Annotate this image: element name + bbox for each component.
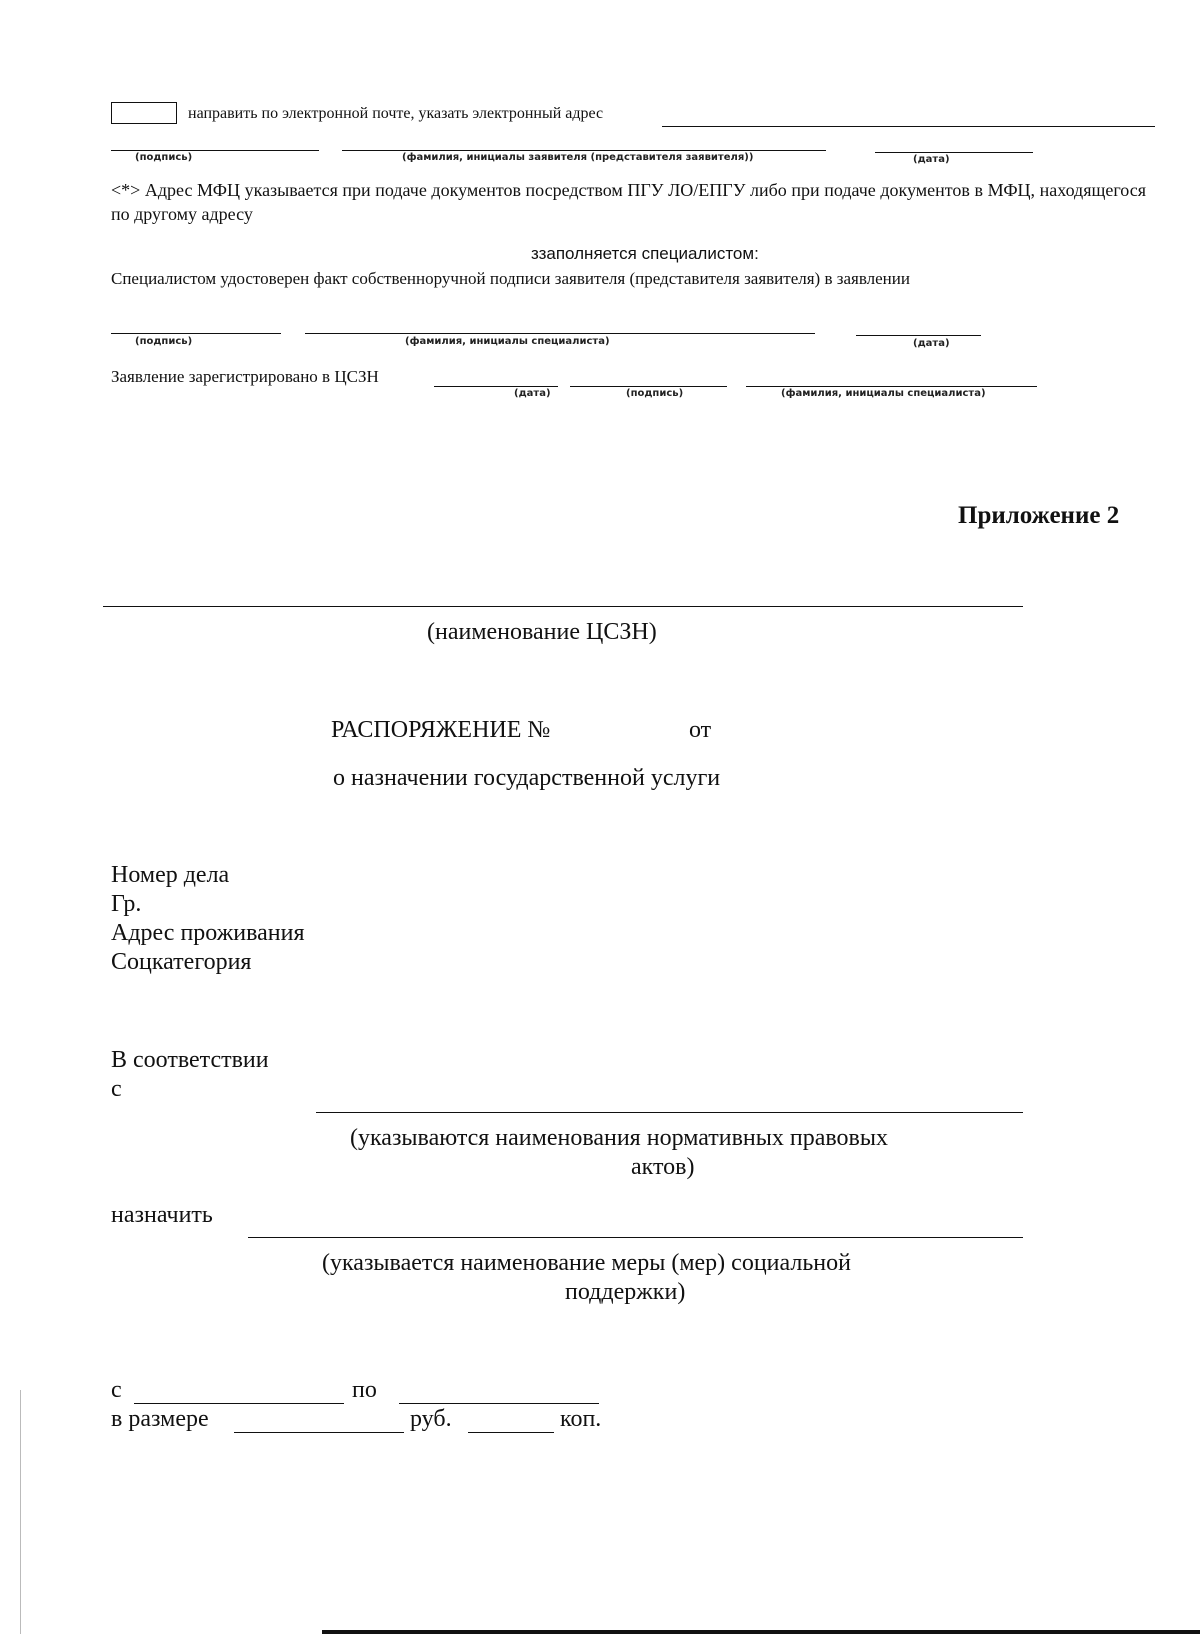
specialist-date-line xyxy=(856,335,981,336)
legal-acts-line xyxy=(316,1112,1023,1113)
specialist-name-caption: (фамилия, инициалы специалиста) xyxy=(405,336,610,347)
kop-label: коп. xyxy=(560,1406,602,1432)
amount-rub-line xyxy=(234,1432,404,1433)
email-address-line xyxy=(662,126,1155,127)
specialist-header: ззаполняется специалистом: xyxy=(531,244,759,263)
period-to-line xyxy=(399,1403,599,1404)
register-date-caption: (дата) xyxy=(514,388,551,399)
field-social-category: Соцкатегория xyxy=(111,949,252,975)
support-measure-caption-2: поддержки) xyxy=(565,1279,686,1305)
accordance-with: с xyxy=(111,1076,122,1102)
legal-acts-caption-2: актов) xyxy=(631,1154,695,1180)
specialist-signature-caption: (подпись) xyxy=(135,336,193,347)
period-from-line xyxy=(134,1403,344,1404)
email-option-label: направить по электронной почте, указать электронный адрес xyxy=(188,105,604,122)
applicant-name-caption: (фамилия, инициалы заявителя (представителя заявителя)) xyxy=(402,152,754,163)
order-from: от xyxy=(689,717,712,743)
footnote-text: <*> Адрес МФЦ указывается при подаче документов посредством ПГУ ЛО/ЕПГУ либо при подаче документов в МФЦ, находящегося по другому адресу xyxy=(111,180,1146,224)
org-name-line xyxy=(103,606,1023,607)
amount-kop-line xyxy=(468,1432,554,1433)
field-case-number: Номер дела xyxy=(111,862,230,888)
amount-label: в размере xyxy=(111,1406,209,1432)
applicant-date-line xyxy=(875,152,1033,153)
appendix-title: Приложение 2 xyxy=(958,502,1120,529)
support-measure-caption-1: (указывается наименование меры (мер) социальной xyxy=(322,1250,851,1276)
org-name-caption: (наименование ЦСЗН) xyxy=(427,619,657,645)
specialist-signature-line xyxy=(111,333,281,334)
register-name-caption: (фамилия, инициалы специалиста) xyxy=(781,388,986,399)
scan-edge-left xyxy=(20,1390,21,1634)
accordance-label: В соответствии xyxy=(111,1047,269,1073)
legal-acts-caption-1: (указываются наименования нормативных правовых xyxy=(350,1125,889,1151)
register-signature-caption: (подпись) xyxy=(626,388,684,399)
specialist-text: Специалистом удостоверен факт собственноручной подписи заявителя (представителя заявителя) в заявлении xyxy=(111,269,910,288)
applicant-date-caption: (дата) xyxy=(913,154,950,165)
registered-label: Заявление зарегистрировано в ЦСЗН xyxy=(111,367,379,386)
field-address: Адрес проживания xyxy=(111,920,305,946)
register-name-line xyxy=(746,386,1037,387)
period-to-label: по xyxy=(352,1377,377,1403)
applicant-name-line xyxy=(342,150,826,151)
register-signature-line xyxy=(570,386,727,387)
support-measure-line xyxy=(248,1237,1023,1238)
applicant-signature-caption: (подпись) xyxy=(135,152,193,163)
specialist-date-caption: (дата) xyxy=(913,338,950,349)
order-subject: о назначении государственной услуги xyxy=(333,765,721,791)
scan-edge-bottom xyxy=(322,1630,1200,1634)
field-citizen: Гр. xyxy=(111,891,142,917)
rub-label: руб. xyxy=(410,1406,452,1432)
assign-label: назначить xyxy=(111,1202,213,1228)
order-title: РАСПОРЯЖЕНИЕ № xyxy=(331,717,551,743)
register-date-line xyxy=(434,386,558,387)
email-checkbox[interactable] xyxy=(111,102,177,124)
specialist-name-line xyxy=(305,333,815,334)
period-from-label: с xyxy=(111,1377,122,1403)
applicant-signature-line xyxy=(111,150,319,151)
